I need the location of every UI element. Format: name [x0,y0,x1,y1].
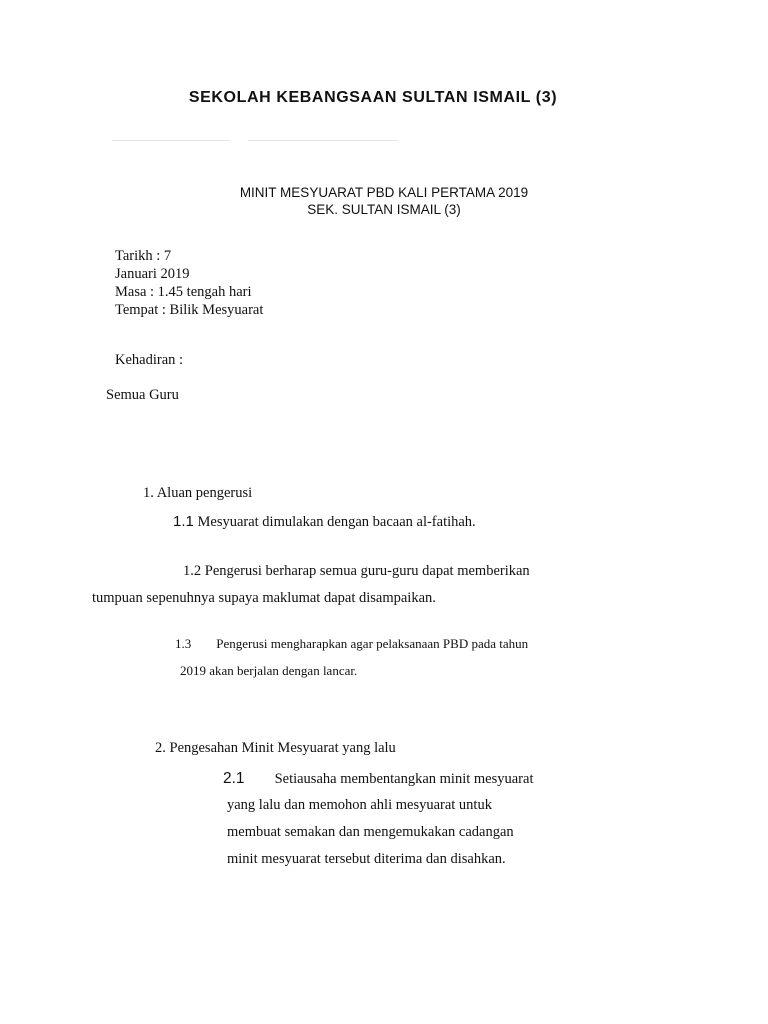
agenda-item-2-heading: 2. Pengesahan Minit Mesyuarat yang lalu [155,740,396,756]
school-title: SEKOLAH KEBANGSAAN SULTAN ISMAIL (3) [188,89,558,106]
agenda-item-2-1-line: membuat semakan dan mengemukakan cadangan [227,824,514,840]
minutes-subtitle: SEK. SULTAN ISMAIL (3) [307,202,461,217]
minutes-title: MINIT MESYUARAT PBD KALI PERTAMA 2019 [239,185,529,200]
agenda-item-2-1-line: minit mesyuarat tersebut diterima dan disahkan. [227,851,506,867]
agenda-item-1-2-line: 1.2 Pengerusi berharap semua guru-guru dapat memberikan [183,563,530,579]
item-text: Setiausaha membentangkan minit mesyuarat [274,771,534,787]
agenda-item-1-3-line: 2019 akan berjalan dengan lancar. [180,663,358,678]
faint-divider [248,140,398,141]
agenda-item-1-1 [173,513,476,531]
agenda-item-1-heading: 1. Aluan pengerusi [143,485,253,501]
item-number: 1.3 [175,636,192,651]
faint-divider [112,140,230,141]
time-line: Masa : 1.45 tengah hari [115,284,252,300]
date-line-continued: Januari 2019 [115,266,190,282]
agenda-item-2-1-line: yang lalu dan memohon ahli mesyuarat untuk [227,797,492,813]
agenda-item-2-1 [223,770,533,788]
item-text: Mesyuarat dimulakan dengan bacaan al-fatihah. [197,514,476,530]
attendees: Semua Guru [106,387,179,403]
agenda-item-1-2-line: tumpuan sepenuhnya supaya maklumat dapat disampaikan. [92,590,436,606]
date-line: Tarikh : 7 [115,248,172,264]
item-number: 2.1 [223,770,245,787]
item-text: Pengerusi mengharapkan agar pelaksanaan PBD pada tahun [216,636,529,651]
agenda-item-1-3 [175,636,528,652]
venue-line: Tempat : Bilik Mesyuarat [115,302,264,318]
item-number: 1.1 [173,513,194,530]
attendance-label: Kehadiran : [115,352,184,368]
